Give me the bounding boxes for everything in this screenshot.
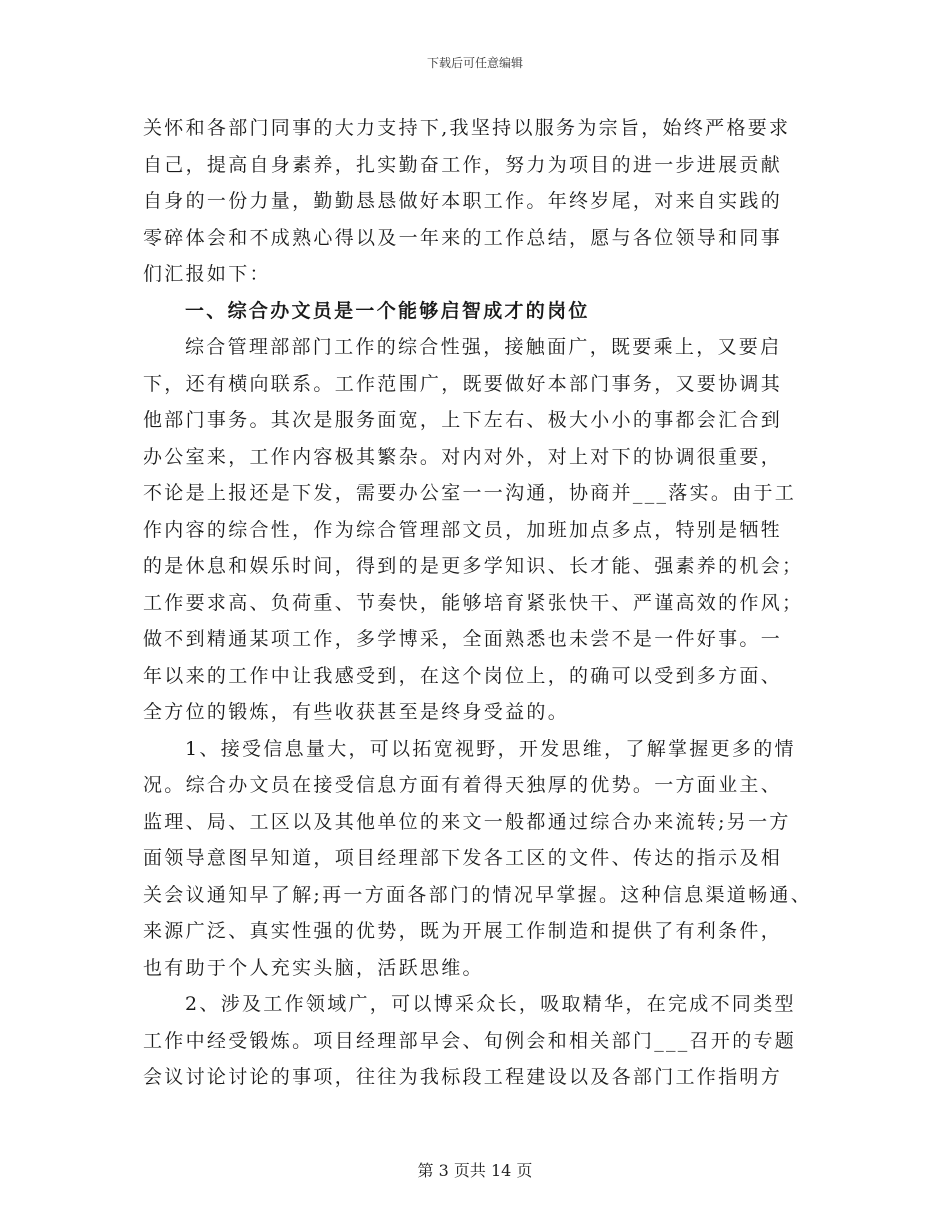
text-line: 做不到精通某项工作，多学博采，全面熟悉也未尝不是一件好事。一 (143, 628, 783, 650)
section-heading: 一、综合办文员是一个能够启智成才的岗位 (185, 299, 590, 322)
text-line: 自身的一份力量，勤勤恳恳做好本职工作。年终岁尾，对来自实践的 (143, 190, 783, 212)
text-line: 自己，提高自身素养，扎实勤奋工作，努力为项目的进一步进展贡献 (143, 153, 783, 176)
text-line: 关会议通知早了解;再一方面各部门的情况早掌握。这种信息渠道畅通、 (143, 883, 813, 906)
document-body (143, 110, 815, 1096)
text-line: 来源广泛、真实性强的优势，既为开展工作制造和提供了有利条件， (143, 920, 783, 942)
text-line: 他部门事务。其次是服务面宽，上下左右、极大小小的事都会汇合到 (143, 409, 783, 431)
text-line: 况。综合办文员在接受信息方面有着得天独厚的优势。一方面业主、 (143, 774, 783, 796)
text-line: 关怀和各部门同事的大力支持下,我坚持以服务为宗旨，始终严格要求 (143, 117, 791, 139)
page-header: 下载后可任意编辑 (426, 56, 523, 70)
text-line: 工作中经受锻炼。项目经理部早会、旬例会和相关部门___召开的专题 (143, 1029, 797, 1052)
text-line: 监理、局、工区以及其他单位的来文一般都通过综合办来流转;另一方 (143, 810, 791, 833)
text-line: 综合管理部部门工作的综合性强，接触面广，既要乘上，又要启 (185, 336, 782, 358)
text-line: 也有助于个人充实头脑，活跃思维。 (143, 956, 484, 979)
text-line: 1、接受信息量大，可以拓宽视野，开发思维，了解掌握更多的情 (185, 737, 796, 760)
text-line: 2、涉及工作领域广，可以博采众长，吸取精华，在完成不同类型 (185, 993, 796, 1015)
text-line: 不论是上报还是下发，需要办公室一一沟通，协商并___落实。由于工 (143, 482, 797, 504)
text-line: 零碎体会和不成熟心得以及一年来的工作总结，愿与各位领导和同事 (143, 226, 783, 249)
text-line: 面领导意图早知道，项目经理部下发各工区的文件、传达的指示及相 (143, 847, 783, 869)
text-line: 下，还有横向联系。工作范围广，既要做好本部门事务，又要协调其 (143, 372, 783, 395)
text-line: 年以来的工作中让我感受到，在这个岗位上，的确可以受到多方面、 (143, 664, 783, 687)
text-line: 办公室来，工作内容极其繁杂。对内对外，对上对下的协调很重要， (143, 445, 783, 468)
text-line: 工作要求高、负荷重、节奏快，能够培育紧张快干、严谨高效的作风； (143, 591, 804, 614)
text-line: 们汇报如下： (143, 263, 271, 285)
text-line: 作内容的综合性，作为综合管理部文员，加班加点多点，特别是牺牲 (143, 518, 783, 541)
text-line: 会议讨论讨论的事项，往往为我标段工程建设以及各部门工作指明方 (143, 1066, 783, 1088)
text-line: 的是休息和娱乐时间，得到的是更多学知识、长才能、强素养的机会； (143, 555, 804, 577)
text-line: 全方位的锻炼，有些收获甚至是终身受益的。 (143, 701, 570, 723)
page-footer: 第 3 页共 14 页 (417, 1161, 533, 1180)
